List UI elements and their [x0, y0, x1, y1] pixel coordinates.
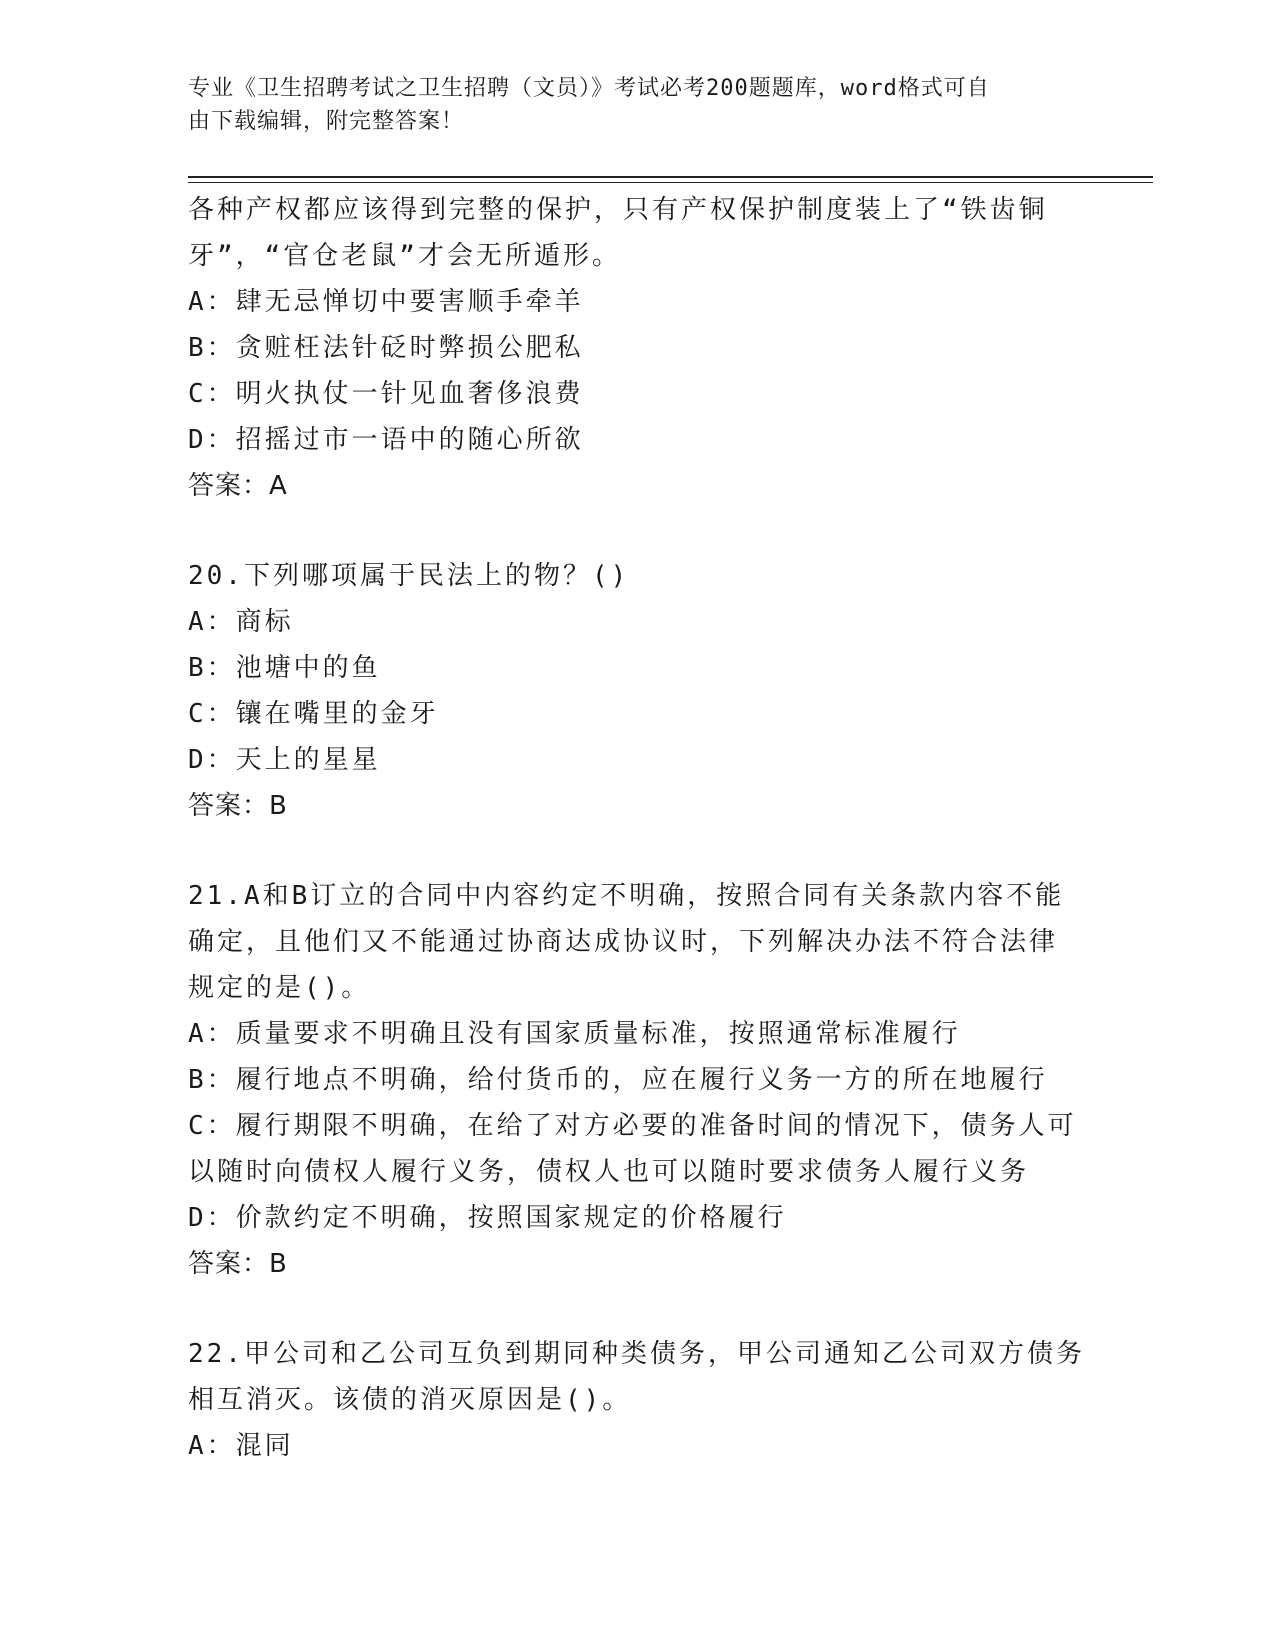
option-a: A：肆无忌惮切中要害顺手牵羊: [188, 287, 584, 317]
answer: 答案：B: [188, 791, 288, 821]
answer: 答案：B: [188, 1249, 288, 1279]
question-stem: 牙”，“官仓老鼠”才会无所遁形。: [188, 241, 621, 271]
question-22: [188, 1331, 1088, 1469]
option-d: D：天上的星星: [188, 745, 381, 775]
header-line-1: 专业《卫生招聘考试之卫生招聘（文员）》考试必考200题题库，word格式可自: [188, 76, 990, 101]
option-a: A：商标: [188, 607, 294, 637]
option-b: B：池塘中的鱼: [188, 653, 381, 683]
option-c: C：履行期限不明确，在给了对方必要的准备时间的情况下，债务人可: [188, 1111, 1077, 1141]
option-b: B：履行地点不明确，给付货币的，应在履行义务一方的所在地履行: [188, 1065, 1048, 1095]
question-stem: 22.甲公司和乙公司互负到期同种类债务，甲公司通知乙公司双方债务: [188, 1339, 1085, 1369]
header-line-2: 由下载编辑，附完整答案！: [188, 109, 465, 134]
option-d: D：招摇过市一语中的随心所欲: [188, 425, 584, 455]
question-stem: 相互消灭。该债的消灭原因是()。: [188, 1385, 632, 1415]
option-c-continued: 以随时向债权人履行义务，债权人也可以随时要求债务人履行义务: [188, 1157, 1030, 1187]
document-header: [188, 72, 1068, 138]
question-20: [188, 553, 1088, 829]
option-c: C：镶在嘴里的金牙: [188, 699, 439, 729]
option-a: A：混同: [188, 1431, 294, 1461]
option-d: D：价款约定不明确，按照国家规定的价格履行: [188, 1203, 787, 1233]
option-b: B：贪赃枉法针砭时弊损公肥私: [188, 333, 584, 363]
question-stem: 确定，且他们又不能通过协商达成协议时，下列解决办法不符合法律: [188, 927, 1059, 957]
answer: 答案：A: [188, 471, 288, 501]
question-19: [188, 187, 1088, 509]
option-a: A：质量要求不明确且没有国家质量标准，按照通常标准履行: [188, 1019, 961, 1049]
option-c: C：明火执仗一针见血奢侈浪费: [188, 379, 584, 409]
question-stem: 21.A和B订立的合同中内容约定不明确，按照合同有关条款内容不能: [188, 881, 1065, 911]
header-divider-thick: [188, 176, 1153, 178]
question-stem: 20.下列哪项属于民法上的物？(): [188, 561, 630, 591]
question-list: [188, 187, 1088, 1469]
header-divider-thin: [188, 182, 1153, 183]
question-stem: 各种产权都应该得到完整的保护，只有产权保护制度装上了“铁齿铜: [188, 195, 1048, 225]
question-stem: 规定的是()。: [188, 973, 371, 1003]
question-21: [188, 873, 1088, 1287]
